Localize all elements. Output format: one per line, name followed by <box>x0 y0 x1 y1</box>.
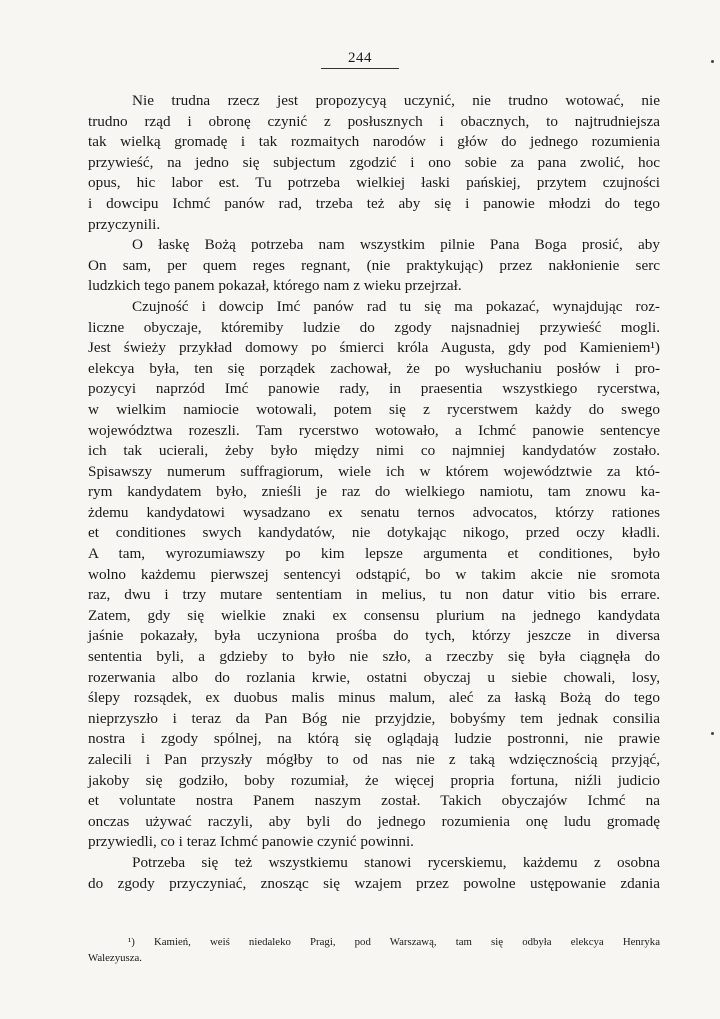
text-line: tak wielką gromadę i tak rozmaitych narodów i głów do jednego rozumienia <box>88 133 660 151</box>
text-line: żdemu kandydatowi wysadzano ex senatu ternos advocatos, którzy rationes <box>88 503 660 521</box>
page-number-rule <box>321 68 399 69</box>
text-line: zalecili i Pan przyszły mógłby to od nas nie z taką wdzięcznością przyjąć, <box>88 751 660 768</box>
text-line: elekcya była, ten się porządek zachował, że po wysłuchaniu posłów i pro- <box>88 359 660 377</box>
text-line: Potrzeba się też wszystkiemu stanowi rycerskiemu, każdemu z osobna <box>132 853 660 871</box>
paragraph <box>88 91 660 235</box>
text-line: rym kandydatem było, znieśli je raz do wielkiego namiotu, tam znowu ka- <box>88 483 660 501</box>
text-line: sententia byli, a gdzieby to było nie szło, a rzeczby się była ciągnęła do <box>88 648 660 666</box>
text-line: et conditiones swych kandydatów, nie dotykając nikogo, przed oczy kładli. <box>88 524 660 542</box>
text-line: ludzkich tego panem pokazał, którego nam z wieku przejrzał. <box>88 277 462 295</box>
paragraph <box>88 297 660 853</box>
text-line: ich tak ucierali, żeby było między nimi co najmniej kandydatów zostało. <box>88 442 660 460</box>
text-line: jaśnie pokazały, była uczyniona prośba do tych, którzy jeszcze in diversa <box>88 627 660 645</box>
text-line: Czujność i dowcip Imć panów rad tu się ma pokazać, wynajdując roz- <box>132 297 660 315</box>
text-line: Spisawszy numerum suffragiorum, wiele ich w którem województwie za któ- <box>88 462 660 480</box>
text-line: et voluntate nostra Panem naszym został. Takich obyczajów Ichmć na <box>88 792 660 810</box>
text-line: Nie trudna rzecz jest propozycyą uczynić, nie trudno wotować, nie <box>132 92 660 109</box>
text-line: przyczynili. <box>88 215 161 233</box>
text-line: liczne obyczaje, któremiby ludzie do zgody najsnadniej przywieść mogli. <box>88 318 660 336</box>
text-line: jakoby się godziło, boby rozumiał, że więcej propria fortuna, niźli judicio <box>88 771 660 789</box>
text-line: przywieść, na jedno się subjectum zgodzić i ono sobie za pana zwolić, hoc <box>88 153 660 171</box>
text-line: opus, hic labor est. Tu potrzeba wielkiej łaski pańskiej, przytem czujności <box>88 174 660 192</box>
text-line: Jest świeży przykład domowy po śmierci króla Augusta, gdy pod Kamieniem¹) <box>88 339 660 357</box>
paragraph <box>88 853 660 894</box>
text-line: A tam, wyrozumiawszy po kim lepsze argumenta et conditiones, było <box>88 545 660 563</box>
scan-speck <box>711 732 714 735</box>
text-line: do zgody przyczyniać, znosząc się wzajem przez powolne ustępowanie zdania <box>88 874 660 892</box>
body-text <box>88 91 660 894</box>
text-line: województwa rozeszli. Tam rycerstwo wotowało, a Ichmć panowie sentencye <box>88 421 660 439</box>
footnote <box>88 934 660 966</box>
page-number-text: 244 <box>348 50 372 66</box>
text-line: w wielkim namiocie wotowali, potem się z rycerstwem każdy do swego <box>88 400 660 418</box>
text-line: Zatem, gdy się wielkie znaki ex consensu plurium na jednego kandydata <box>88 606 660 624</box>
text-line: rozerwania albo do rozlania krwie, ostatni obyczaj u siebie chowali, losy, <box>88 668 660 686</box>
text-line: O łaskę Bożą potrzeba nam wszystkim pilnie Pana Boga prosić, aby <box>132 236 660 254</box>
text-line: nieprzyszło i teraz da Pan Bóg nie przyjdzie, bobyśmy tem jednak consilia <box>88 709 660 727</box>
text-line: raz, dwu i trzy mutare sententiam in melius, tu non datur vitio bis errare. <box>88 586 660 604</box>
text-line: i dowcipu Ichmć panów rad, trzeba też aby się i panowie młodzi do tego <box>88 194 660 212</box>
text-line: onczas używać raczyli, aby byli do jednego rozumienia onę ludu gromadę <box>88 812 660 830</box>
page-number <box>0 50 720 69</box>
text-line: przywiedli, co i teraz Ichmć panowie czynić powinni. <box>88 833 414 851</box>
text-line: ślepy rozsądek, ex duobus malis minus malum, aleć za łaską Bożą do tego <box>88 689 660 707</box>
text-line: wolno każdemu pierwszej sentencyi odstąpić, bo w takim akcie nie sromota <box>88 565 660 583</box>
text-line: pozycyi naprzód Imć panowie rady, in praesentia wszystkiego rycerstwa, <box>88 380 660 398</box>
text-line: On sam, per quem reges regnant, (nie praktykując) przez nakłonienie serc <box>88 256 660 274</box>
text-line: nostra i zgody spólnej, na którą się oglądają ludzie postronni, nie prawie <box>88 730 660 748</box>
scan-speck <box>711 60 714 63</box>
footnote-line: ¹) Kamień, weiś niedaleko Pragi, pod Warszawą, tam się odbyła elekcya Henryka <box>128 936 660 948</box>
paragraph <box>88 235 660 297</box>
footnote-line: Walezyusza. <box>88 952 142 964</box>
text-line: trudno rząd i obronę czynić z posłusznych i obacznych, to najtrudniejsza <box>88 112 660 130</box>
